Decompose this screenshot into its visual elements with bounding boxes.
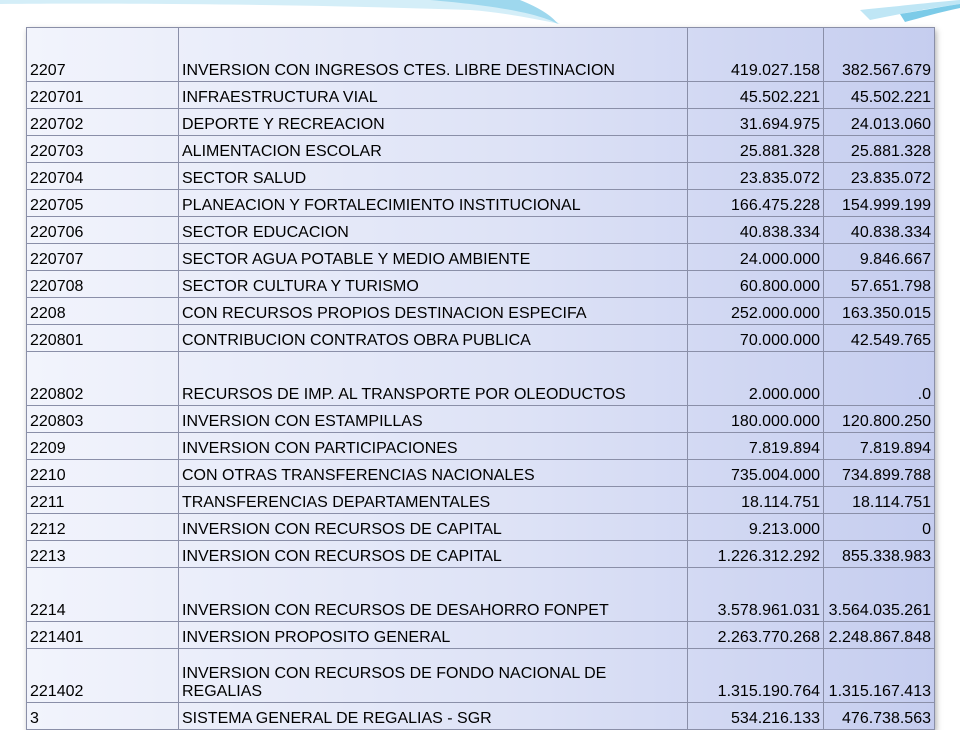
value2-cell: 734.899.788 <box>824 460 935 487</box>
value1-cell: 166.475.228 <box>688 190 824 217</box>
value1-cell: 60.800.000 <box>688 271 824 298</box>
description-cell: INVERSION PROPOSITO GENERAL <box>179 622 688 649</box>
table-row <box>27 217 935 244</box>
code-cell: 220702 <box>27 109 179 136</box>
value1-cell: 1.315.190.764 <box>688 649 824 703</box>
code-cell: 2213 <box>27 541 179 568</box>
value2-cell: 163.350.015 <box>824 298 935 325</box>
value1-cell: 1.226.312.292 <box>688 541 824 568</box>
table-row <box>27 487 935 514</box>
code-cell: 3 <box>27 703 179 730</box>
value1-cell: 9.213.000 <box>688 514 824 541</box>
value2-cell: 382.567.679 <box>824 28 935 82</box>
description-cell: INVERSION CON RECURSOS DE FONDO NACIONAL DE REGALIAS <box>179 649 688 703</box>
table-row <box>27 460 935 487</box>
code-cell: 220707 <box>27 244 179 271</box>
value2-cell: 1.315.167.413 <box>824 649 935 703</box>
table-row <box>27 433 935 460</box>
value2-cell: 2.248.867.848 <box>824 622 935 649</box>
description-cell: DEPORTE Y RECREACION <box>179 109 688 136</box>
description-cell: SECTOR CULTURA Y TURISMO <box>179 271 688 298</box>
table-row <box>27 622 935 649</box>
table-row <box>27 244 935 271</box>
code-cell: 221402 <box>27 649 179 703</box>
value1-cell: 70.000.000 <box>688 325 824 352</box>
budget-table-body <box>27 28 935 730</box>
value1-cell: 18.114.751 <box>688 487 824 514</box>
value2-cell: 476.738.563 <box>824 703 935 730</box>
table-row <box>27 298 935 325</box>
value1-cell: 735.004.000 <box>688 460 824 487</box>
description-cell: INVERSION CON INGRESOS CTES. LIBRE DESTINACION <box>179 28 688 82</box>
table-row <box>27 406 935 433</box>
code-cell: 220802 <box>27 352 179 406</box>
value1-cell: 25.881.328 <box>688 136 824 163</box>
description-cell: TRANSFERENCIAS DEPARTAMENTALES <box>179 487 688 514</box>
code-cell: 221401 <box>27 622 179 649</box>
code-cell: 2210 <box>27 460 179 487</box>
table-row <box>27 82 935 109</box>
value2-cell: 154.999.199 <box>824 190 935 217</box>
value1-cell: 534.216.133 <box>688 703 824 730</box>
value2-cell: 24.013.060 <box>824 109 935 136</box>
value1-cell: 23.835.072 <box>688 163 824 190</box>
value1-cell: 31.694.975 <box>688 109 824 136</box>
value1-cell: 7.819.894 <box>688 433 824 460</box>
description-cell: CON OTRAS TRANSFERENCIAS NACIONALES <box>179 460 688 487</box>
value2-cell: 57.651.798 <box>824 271 935 298</box>
value2-cell: 120.800.250 <box>824 406 935 433</box>
value1-cell: 252.000.000 <box>688 298 824 325</box>
code-cell: 2209 <box>27 433 179 460</box>
code-cell: 220708 <box>27 271 179 298</box>
description-cell: INVERSION CON RECURSOS DE CAPITAL <box>179 541 688 568</box>
value2-cell: 40.838.334 <box>824 217 935 244</box>
table-row <box>27 703 935 730</box>
value2-cell: 7.819.894 <box>824 433 935 460</box>
value2-cell: 3.564.035.261 <box>824 568 935 622</box>
table-row <box>27 352 935 406</box>
description-cell: RECURSOS DE IMP. AL TRANSPORTE POR OLEODUCTOS <box>179 352 688 406</box>
description-cell: INVERSION CON PARTICIPACIONES <box>179 433 688 460</box>
description-cell: SISTEMA GENERAL DE REGALIAS - SGR <box>179 703 688 730</box>
description-cell: SECTOR SALUD <box>179 163 688 190</box>
description-cell: INVERSION CON RECURSOS DE DESAHORRO FONPET <box>179 568 688 622</box>
table-row <box>27 190 935 217</box>
code-cell: 220803 <box>27 406 179 433</box>
value2-cell: 0 <box>824 514 935 541</box>
value1-cell: 2.000.000 <box>688 352 824 406</box>
budget-table <box>26 27 935 730</box>
description-cell: ALIMENTACION ESCOLAR <box>179 136 688 163</box>
description-cell: INVERSION CON RECURSOS DE CAPITAL <box>179 514 688 541</box>
table-row <box>27 325 935 352</box>
code-cell: 2211 <box>27 487 179 514</box>
value1-cell: 45.502.221 <box>688 82 824 109</box>
table-row <box>27 568 935 622</box>
value1-cell: 40.838.334 <box>688 217 824 244</box>
table-row <box>27 271 935 298</box>
table-row <box>27 541 935 568</box>
description-cell: CON RECURSOS PROPIOS DESTINACION ESPECIFA <box>179 298 688 325</box>
code-cell: 2214 <box>27 568 179 622</box>
value1-cell: 419.027.158 <box>688 28 824 82</box>
value2-cell: 18.114.751 <box>824 487 935 514</box>
value2-cell: 45.502.221 <box>824 82 935 109</box>
description-cell: CONTRIBUCION CONTRATOS OBRA PUBLICA <box>179 325 688 352</box>
table-row <box>27 109 935 136</box>
description-cell: PLANEACION Y FORTALECIMIENTO INSTITUCIONAL <box>179 190 688 217</box>
description-cell: SECTOR AGUA POTABLE Y MEDIO AMBIENTE <box>179 244 688 271</box>
code-cell: 220704 <box>27 163 179 190</box>
code-cell: 220801 <box>27 325 179 352</box>
table-row <box>27 28 935 82</box>
table-row <box>27 136 935 163</box>
budget-table-container <box>26 27 934 730</box>
value1-cell: 24.000.000 <box>688 244 824 271</box>
table-row <box>27 163 935 190</box>
value2-cell: 9.846.667 <box>824 244 935 271</box>
value2-cell: 42.549.765 <box>824 325 935 352</box>
code-cell: 220705 <box>27 190 179 217</box>
code-cell: 220701 <box>27 82 179 109</box>
table-row <box>27 649 935 703</box>
description-cell: INVERSION CON ESTAMPILLAS <box>179 406 688 433</box>
value1-cell: 2.263.770.268 <box>688 622 824 649</box>
code-cell: 220706 <box>27 217 179 244</box>
description-cell: INFRAESTRUCTURA VIAL <box>179 82 688 109</box>
value2-cell: 25.881.328 <box>824 136 935 163</box>
value2-cell: .0 <box>824 352 935 406</box>
code-cell: 2208 <box>27 298 179 325</box>
code-cell: 220703 <box>27 136 179 163</box>
description-cell: SECTOR EDUCACION <box>179 217 688 244</box>
value2-cell: 23.835.072 <box>824 163 935 190</box>
value1-cell: 3.578.961.031 <box>688 568 824 622</box>
value1-cell: 180.000.000 <box>688 406 824 433</box>
value2-cell: 855.338.983 <box>824 541 935 568</box>
code-cell: 2207 <box>27 28 179 82</box>
code-cell: 2212 <box>27 514 179 541</box>
table-row <box>27 514 935 541</box>
